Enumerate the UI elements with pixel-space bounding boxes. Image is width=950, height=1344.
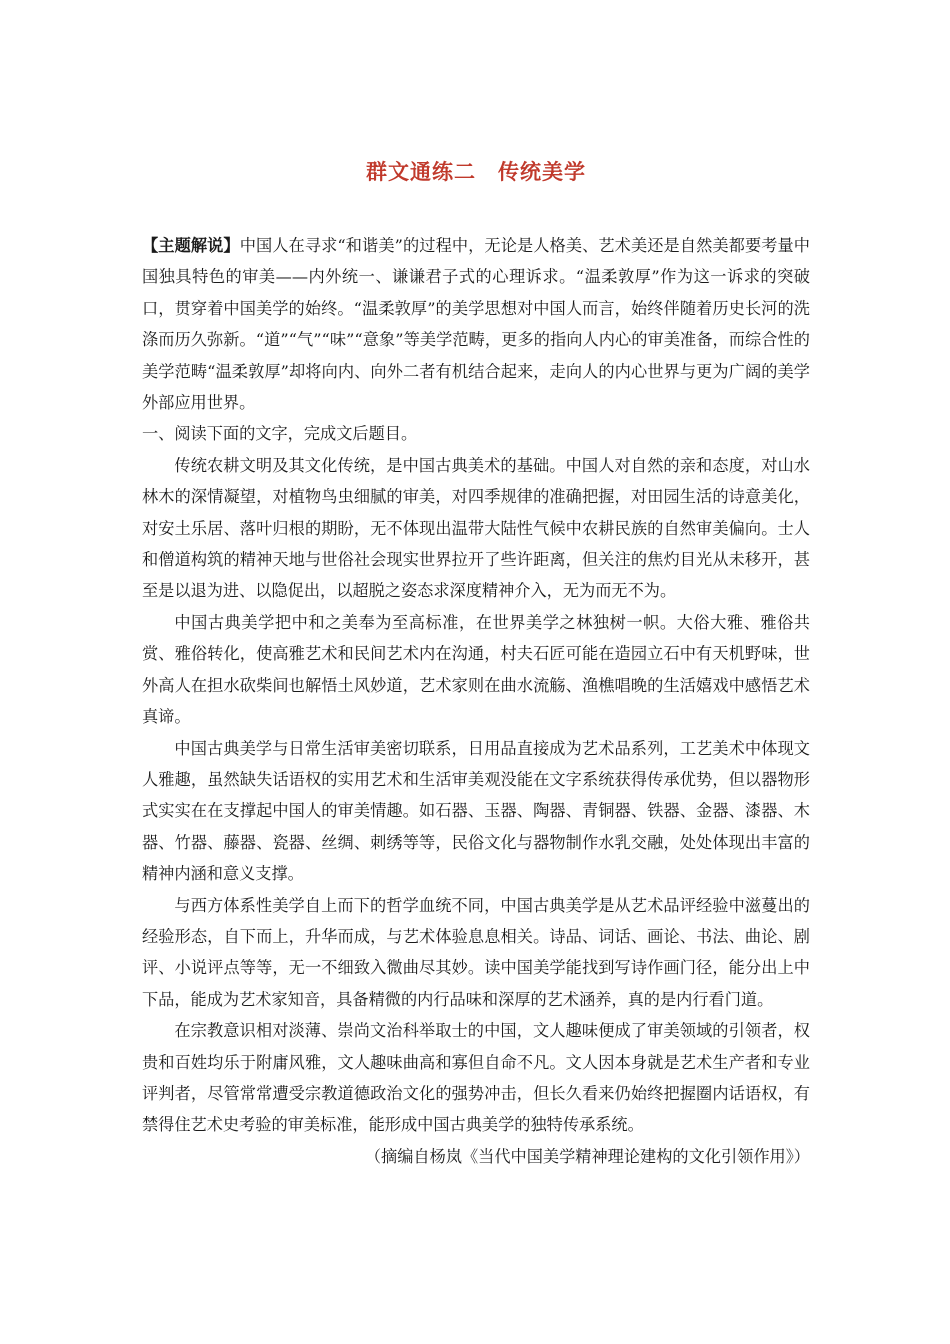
passage-paragraph-2: 中国古典美学把中和之美奉为至高标准，在世界美学之林独树一帜。大俗大雅、雅俗共赏、雅俗转化，使高雅艺术和民间艺术内在沟通，村夫石匠可能在造园立石中有天机野味，世外高人在担水砍柴间也解悟土风妙道，艺术家则在曲水流觞、渔樵唱晚的生活嬉戏中感悟艺术真谛。: [142, 612, 810, 727]
source-citation: （摘编自杨岚《当代中国美学精神理论建构的文化引领作用》）: [364, 1146, 810, 1166]
passage-paragraph-5: 在宗教意识相对淡薄、崇尚文治科举取士的中国，文人趣味便成了审美领域的引领者，权贵和百姓均乐于附庸风雅，文人趣味曲高和寡但自命不凡。文人因本身就是艺术生产者和专业评判者，尽管常常遭受宗教道德政治文化的强势冲击，但长久看来仍始终把握圈内话语权，有禁得住艺术史考验的审美标准，能形成中国古典美学的独特传承系统。: [142, 1021, 810, 1135]
passage-paragraph-4: 与西方体系性美学自上而下的哲学血统不同，中国古典美学是从艺术品评经验中滋蔓出的经验形态，自下而上，升华而成，与艺术体验息息相关。诗品、词话、画论、书法、曲论、剧评、小说评点等等，无一不细致入微曲尽其妙。读中国美学能找到写诗作画门径，能分出上中下品，能成为艺术家知音，具备精微的内行品味和深厚的艺术涵养，真的是内行看门道。: [142, 895, 810, 1009]
page-title: [142, 156, 810, 186]
title-part-1: 群文通练二: [366, 160, 476, 184]
passage-paragraph-1: 传统农耕文明及其文化传统，是中国古典美术的基础。中国人对自然的亲和态度，对山水林木的深情凝望，对植物鸟虫细腻的审美，对四季规律的准确把握，对田园生活的诗意美化，对安土乐居、落叶归根的期盼，无不体现出温带大陆性气候中农耕民族的自然审美偏向。士人和僧道构筑的精神天地与世俗社会现实世界拉开了些许距离，但关注的焦灼目光从未移开，甚至是以退为进、以隐促出，以超脱之姿态求深度精神介入，无为而无不为。: [142, 455, 810, 601]
intro-paragraph: [142, 230, 810, 418]
intro-label: 【主题解说】: [142, 236, 240, 255]
title-part-2: 传统美学: [498, 160, 586, 184]
intro-text: 中国人在寻求“和谐美”的过程中，无论是人格美、艺术美还是自然美都要考量中国独具特色的审美——内外统一、谦谦君子式的心理诉求。“温柔敦厚”作为这一诉求的突破口，贯穿着中国美学的始终。“温柔敦厚”的美学思想对中国人而言，始终伴随着历史长河的洗涤而历久弥新。“道”“气”“味”“意象”等美学范畴，更多的指向人内心的审美准备，而综合性的美学范畴“温柔敦厚”却将向内、向外二者有机结合起来，走向人的内心世界与更为广阔的美学外部应用世界。: [142, 236, 810, 413]
passage-paragraph-3: 中国古典美学与日常生活审美密切联系，日用品直接成为艺术品系列，工艺美术中体现文人雅趣，虽然缺失话语权的实用艺术和生活审美观没能在文字系统获得传承优势，但以器物形式实实在在支撑起中国人的审美情趣。如石器、玉器、陶器、青铜器、铁器、金器、漆器、木器、竹器、藤器、瓷器、丝绸、刺绣等等，民俗文化与器物制作水乳交融，处处体现出丰富的精神内涵和意义支撑。: [142, 738, 810, 884]
section-heading: 一、阅读下面的文字，完成文后题目。: [142, 424, 418, 444]
document-body: [142, 230, 810, 1172]
